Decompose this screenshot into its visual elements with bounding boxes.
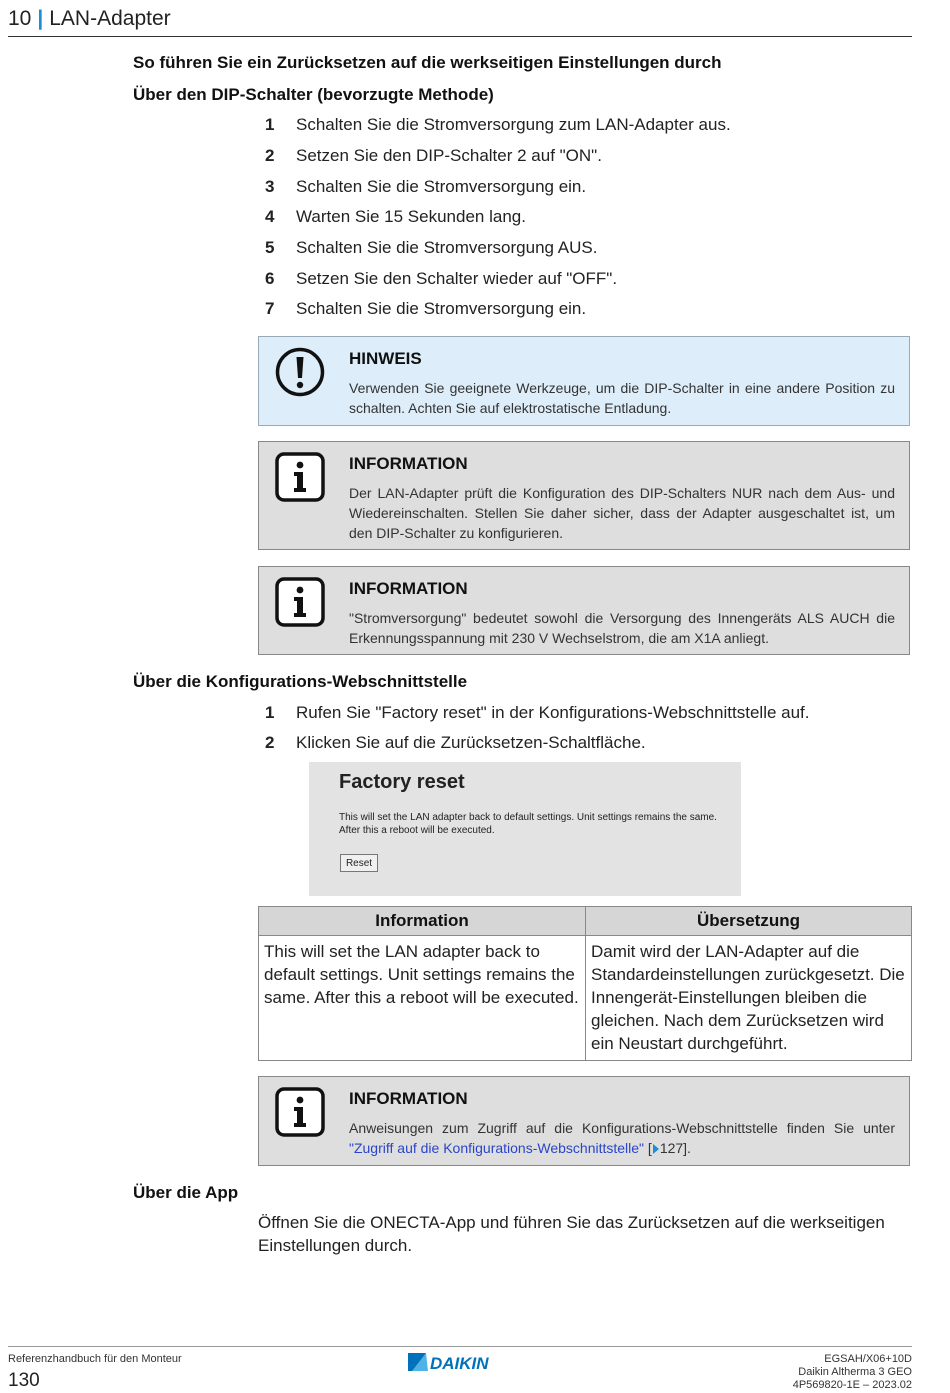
page-header	[8, 6, 912, 37]
info-title: INFORMATION	[349, 454, 468, 473]
app-heading: Über die App	[133, 1183, 239, 1202]
chapter-number: 10	[8, 7, 32, 30]
section-title: So führen Sie ein Zurücksetzen auf die werkseitigen Einstellungen durch	[133, 53, 722, 72]
factory-reset-title: Factory reset	[339, 771, 465, 793]
footer-doc-info: EGSAH/X06+10D Daikin Altherma 3 GEO 4P569820-1E – 2023.02	[792, 1353, 912, 1391]
table-row	[259, 936, 912, 1061]
table-header: Übersetzung	[586, 907, 912, 936]
factory-reset-description: This will set the LAN adapter back to default settings. Unit settings remains the same. After this a reboot will be executed.	[339, 812, 717, 836]
list-item: 1 Rufen Sie "Factory reset" in der Konfigurations-Webschnittstelle auf.	[265, 703, 810, 722]
list-item: 2 Setzen Sie den DIP-Schalter 2 auf "ON".	[265, 146, 602, 165]
info-box	[258, 566, 910, 655]
header-separator: |	[37, 7, 44, 30]
app-text: Öffnen Sie die ONECTA-App und führen Sie das Zurücksetzen auf die werkseitigen Einstellungen durch.	[258, 1213, 885, 1255]
web-heading: Über die Konfigurations-Webschnittstelle	[133, 672, 468, 691]
hint-title: HINWEIS	[349, 349, 422, 368]
info-body: Anweisungen zum Zugriff auf die Konfigurations-Webschnittstelle finden Sie unter "Zugriff auf die Konfigurations-Webschnittstelle" [ 127].	[349, 1120, 895, 1156]
list-item: 6 Setzen Sie den Schalter wieder auf "OFF".	[265, 269, 618, 288]
info-icon	[275, 1087, 325, 1137]
footer-manual-title: Referenzhandbuch für den Monteur	[8, 1353, 182, 1365]
list-item: 2 Klicken Sie auf die Zurücksetzen-Schaltfläche.	[265, 733, 646, 752]
list-item: 4 Warten Sie 15 Sekunden lang.	[265, 207, 526, 226]
exclamation-icon	[275, 347, 325, 397]
svg-text:DAIKIN: DAIKIN	[430, 1354, 489, 1373]
web-interface-link[interactable]: "Zugriff auf die Konfigurations-Webschnittstelle"	[349, 1140, 645, 1156]
table-cell: Damit wird der LAN-Adapter auf die Standardeinstellungen zurückgesetzt. Die Innengerät-Einstellungen bleiben die gleichen. Nach dem Zurücksetzen wird ein Neustart durchgeführt.	[586, 936, 912, 1061]
info-title: INFORMATION	[349, 579, 468, 598]
page-reference[interactable]: 127	[659, 1140, 684, 1156]
dip-heading: Über den DIP-Schalter (bevorzugte Methode)	[133, 85, 494, 104]
chapter-heading	[8, 7, 171, 31]
daikin-logo	[408, 1351, 512, 1373]
info-body: "Stromversorgung" bedeutet sowohl die Versorgung des Innengeräts ALS AUCH die Erkennungsspannung mit 230 V Wechselstrom, die am X1A anliegt.	[349, 610, 895, 646]
hint-body: Verwenden Sie geeignete Werkzeuge, um die DIP-Schalter in eine andere Position zu schalten. Achten Sie auf elektrostatische Entladung.	[349, 380, 895, 416]
translation-table	[258, 906, 912, 1061]
info-box	[258, 1076, 910, 1166]
info-box	[258, 441, 910, 550]
info-icon	[275, 577, 325, 627]
footer-divider	[8, 1346, 912, 1347]
info-body: Der LAN-Adapter prüft die Konfiguration des DIP-Schalters NUR nach dem Aus- und Wiedereinschalten. Stellen Sie daher sicher, dass der Adapter ausgeschaltet ist, um den DIP-Schalter zu konfigurieren.	[349, 485, 895, 541]
list-item: 1 Schalten Sie die Stromversorgung zum LAN-Adapter aus.	[265, 115, 731, 134]
reset-button[interactable]: Reset	[340, 854, 378, 872]
page-ref-arrow-icon	[652, 1144, 660, 1154]
chapter-title: LAN-Adapter	[49, 7, 171, 30]
page-number: 130	[8, 1370, 40, 1391]
factory-reset-screenshot	[309, 762, 741, 896]
table-cell: This will set the LAN adapter back to default settings. Unit settings remains the same. After this a reboot will be executed.	[259, 936, 586, 1061]
info-icon	[275, 452, 325, 502]
hint-box	[258, 336, 910, 426]
info-title: INFORMATION	[349, 1089, 468, 1108]
list-item: 5 Schalten Sie die Stromversorgung AUS.	[265, 238, 598, 257]
table-header: Information	[259, 907, 586, 936]
list-item: 7 Schalten Sie die Stromversorgung ein.	[265, 299, 587, 318]
list-item: 3 Schalten Sie die Stromversorgung ein.	[265, 177, 587, 196]
